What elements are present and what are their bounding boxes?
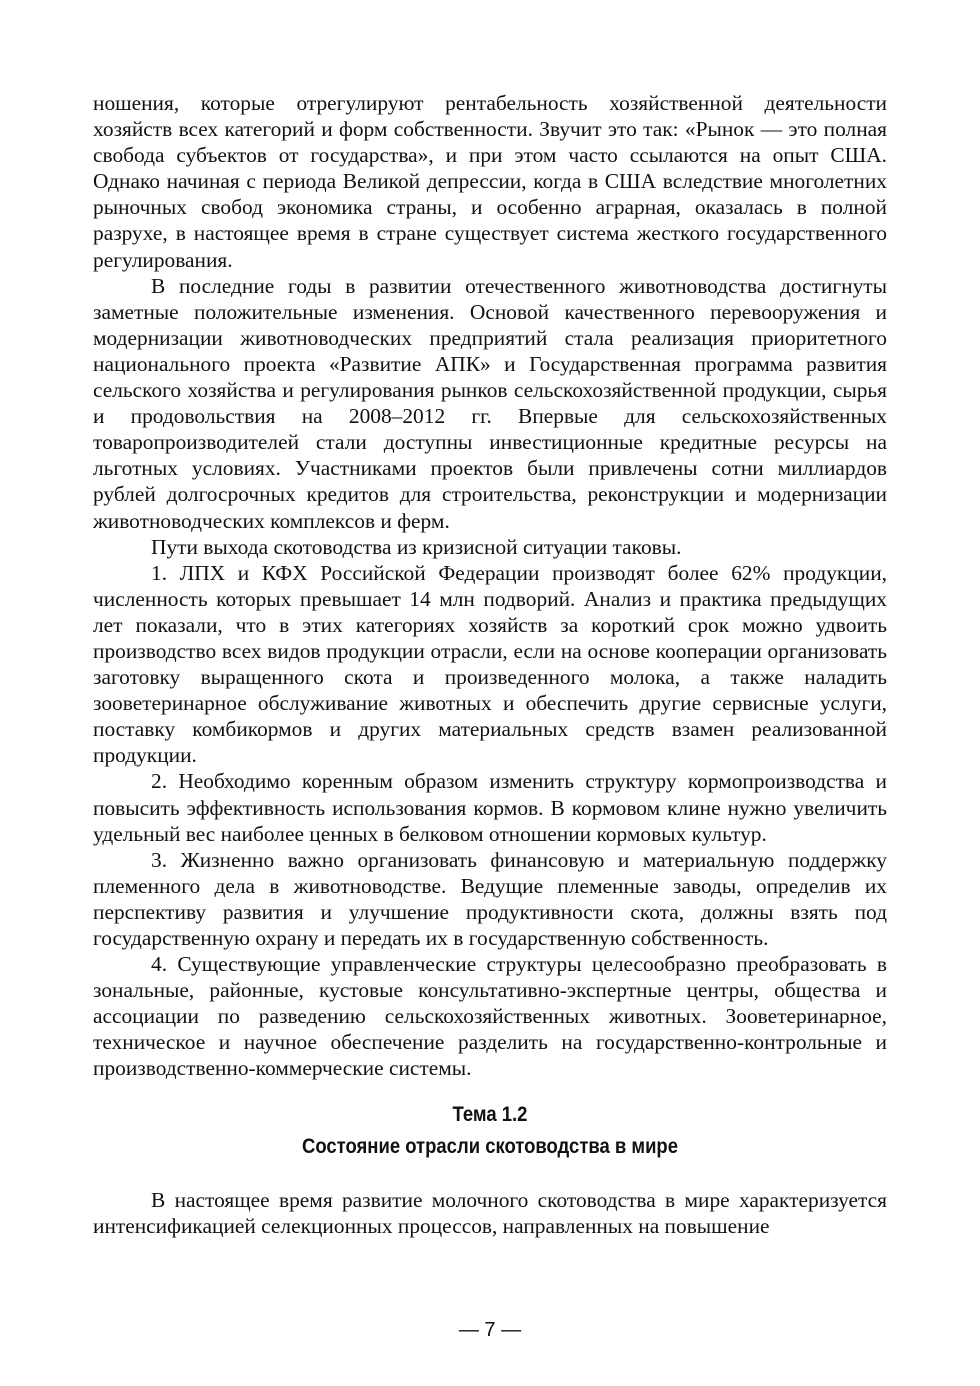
list-item-1: 1. ЛПХ и КФХ Российской Федерации производят более 62% продукции, численность которых превышает 14 млн подворий. Анализ и практика предыдущих лет показали, что в этих категориях хозяйств за короткий срок можно удвоить производство всех видов продукции отрасли, если на основе кооперации организовать заготовку выращенного скота и произведенного молока, а также наладить зооветеринарное обслуживание животных и обеспечить другие сервисные услуги, поставку комбикормов и других материальных средств взамен реализованной продукции.: [93, 560, 887, 768]
section-title: Состояние отрасли скотоводства в мире: [301, 1134, 679, 1158]
page-number: — 7 —: [458, 1319, 522, 1341]
paragraph-livestock-changes: В последние годы в развитии отечественного животноводства достигнуты заметные положительные изменения. Основой качественного перевооружения и модернизации животноводческих предприятий стала реализация приоритетного национального проекта «Развитие АПК» и Государственная программа развития сельского хозяйства и регулирования рынков сельскохозяйственной продукции, сырья и продовольствия на 2008–2012 гг. Впервые для сельскохозяйственных товаропроизводителей стали доступны инвестиционные кредитные ресурсы на льготных условиях. Участниками проектов были привлечены сотни миллиардов рублей долгосрочных кредитов для строительства, реконструкции и модернизации животноводческих комплексов и ферм.: [93, 273, 887, 533]
list-item-3: 3. Жизненно важно организовать финансовую и материальную поддержку племенного дела в животноводстве. Ведущие племенные заводы, определив их перспективу развития и улучшение продуктивности скота, должны взять под государственную охрану и передать их в государственную собственность.: [93, 847, 887, 950]
section-heading: [93, 1099, 887, 1163]
paragraph-section-intro: В настоящее время развитие молочного скотоводства в мире характеризуется интенсификацией селекционных процессов, направленных на повышение: [93, 1187, 887, 1238]
paragraph-continuation: ношения, которые отрегулируют рентабельность хозяйственной деятельности хозяйств всех категорий и форм собственности. Звучит это так: «Рынок — это полная свобода субъектов от государства», и при этом часто ссылаются на опыт США. Однако начиная с периода Великой депрессии, когда в США вследствие многолетних рыночных свобод экономика страны, и особенно аграрная, оказалась в полной разрухе, в настоящее время в стране существует система жесткого государственного регулирования.: [93, 91, 887, 272]
list-item-2: 2. Необходимо коренным образом изменить структуру кормопроизводства и повысить эффективность использования кормов. В кормовом клине нужно увеличить удельный вес наиболее ценных в белковом отношении кормовых культур.: [93, 769, 887, 846]
section-number: Тема 1.2: [452, 1102, 528, 1126]
paragraph-crisis-ways: Пути выхода скотоводства из кризисной ситуации таковы.: [151, 534, 682, 559]
list-item-4: 4. Существующие управленческие структуры целесообразно преобразовать в зональные, районные, кустовые консультативно-экспертные центры, общества и ассоциации по разведению сельскохозяйственных животных. Зооветеринарное, техническое и научное обеспечение разделить на государственно-контрольные и производственно-коммерческие системы.: [93, 952, 887, 1081]
page-body: [93, 90, 887, 1239]
